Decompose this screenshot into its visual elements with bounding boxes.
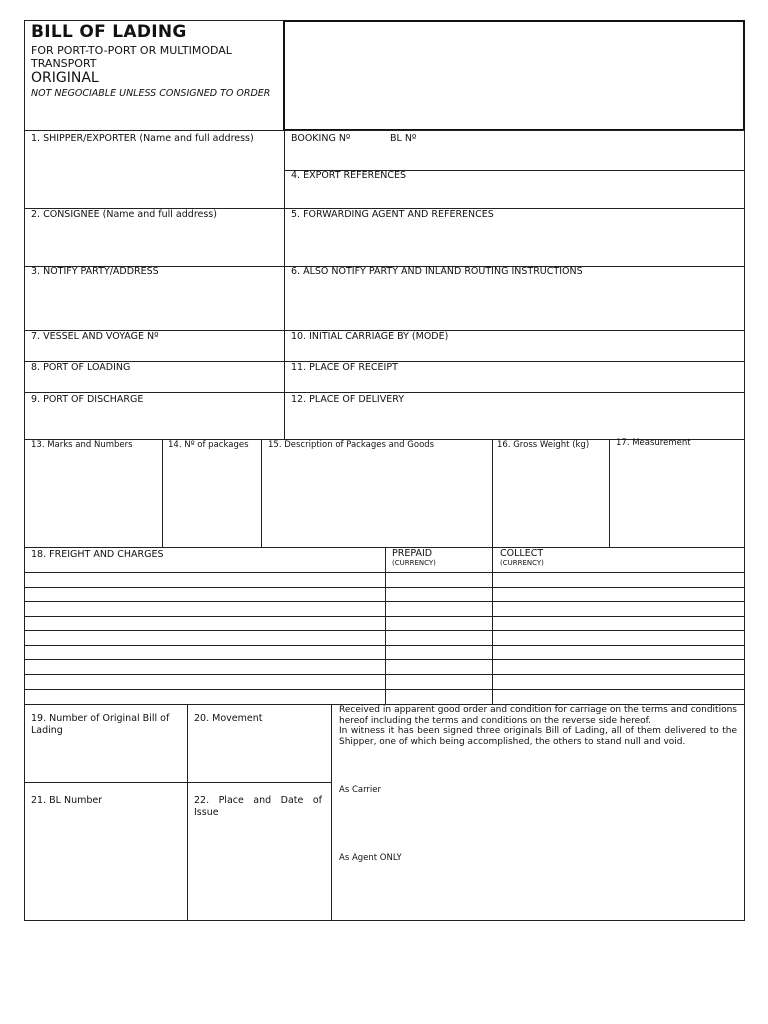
- export-references-label: 4. EXPORT REFERENCES: [291, 170, 406, 181]
- divider: [24, 130, 745, 131]
- divider: [24, 392, 745, 393]
- marks-numbers-label: 13. Marks and Numbers: [31, 440, 133, 450]
- port-of-discharge-label: 9. PORT OF DISCHARGE: [31, 394, 144, 405]
- freight-row-line: [24, 616, 745, 617]
- notify-party-label: 3. NOTIFY PARTY/ADDRESS: [31, 266, 159, 277]
- freight-row-line: [24, 659, 745, 660]
- freight-row-line: [24, 587, 745, 588]
- as-agent-label: As Agent ONLY: [339, 853, 402, 863]
- divider: [187, 704, 188, 921]
- as-carrier-label: As Carrier: [339, 785, 382, 795]
- negotiable-note: NOT NEGOCIABLE UNLESS CONSIGNED TO ORDER: [31, 88, 271, 99]
- terms-paragraph: In witness it has been signed three originals Bill of Lading, all of them delivered to the Shipper, one of which being accomplished, the others to stand null and void.: [339, 726, 737, 747]
- also-notify-label: 6. ALSO NOTIFY PARTY AND INLAND ROUTING INSTRUCTIONS: [291, 266, 583, 277]
- divider: [331, 704, 332, 921]
- form-frame: [24, 20, 745, 921]
- freight-row-line: [24, 674, 745, 675]
- collect-currency-label: (CURRENCY): [500, 559, 544, 567]
- place-date-issue-label: 22. Place and Date of Issue: [194, 795, 322, 818]
- port-of-loading-label: 8. PORT OF LOADING: [31, 362, 131, 373]
- freight-charges-label: 18. FREIGHT AND CHARGES: [31, 549, 164, 560]
- freight-row-line: [24, 630, 745, 631]
- booking-label: BOOKING Nº: [291, 133, 351, 144]
- place-of-receipt-label: 11. PLACE OF RECEIPT: [291, 362, 398, 373]
- divider: [492, 547, 493, 704]
- divider: [385, 547, 386, 704]
- terms-text: [339, 705, 737, 747]
- freight-row-line: [24, 572, 745, 573]
- document-subtitle: FOR PORT-TO-PORT OR MULTIMODAL: [31, 44, 232, 57]
- freight-row-line: [24, 601, 745, 602]
- place-of-delivery-label: 12. PLACE OF DELIVERY: [291, 394, 405, 405]
- terms-paragraph: Received in apparent good order and condition for carriage on the terms and conditions hereof including the terms and conditions on the reverse side hereof.: [339, 705, 737, 726]
- divider: [24, 782, 331, 783]
- divider: [284, 130, 285, 440]
- bl-no-label: BL Nº: [390, 133, 417, 144]
- collect-label: COLLECT: [500, 548, 544, 559]
- shipper-label: 1. SHIPPER/EXPORTER (Name and full address): [31, 133, 254, 144]
- goods-description-label: 15. Description of Packages and Goods: [268, 440, 435, 450]
- prepaid-label: PREPAID: [392, 548, 433, 559]
- divider: [162, 439, 163, 547]
- original-bl-count-label: 19. Number of Original Bill of Lading: [31, 713, 170, 736]
- bl-number-label: 21. BL Number: [31, 795, 103, 806]
- movement-label: 20. Movement: [194, 713, 263, 724]
- document-subtitle: TRANSPORT: [31, 57, 97, 70]
- header-blank-box: [283, 20, 745, 131]
- forwarding-agent-label: 5. FORWARDING AGENT AND REFERENCES: [291, 209, 494, 220]
- divider: [609, 439, 610, 547]
- prepaid-currency-label: (CURRENCY): [392, 559, 436, 567]
- freight-row-line: [24, 689, 745, 690]
- divider: [261, 439, 262, 547]
- packages-count-label: 14. Nº of packages: [168, 440, 249, 450]
- gross-weight-label: 16. Gross Weight (kg): [497, 440, 590, 450]
- initial-carriage-label: 10. INITIAL CARRIAGE BY (MODE): [291, 331, 449, 342]
- consignee-label: 2. CONSIGNEE (Name and full address): [31, 209, 217, 220]
- document-title: BILL OF LADING: [31, 22, 187, 42]
- divider: [492, 439, 493, 547]
- freight-row-line: [24, 645, 745, 646]
- measurement-label: 17. Measurement: [616, 438, 691, 448]
- vessel-voyage-label: 7. VESSEL AND VOYAGE Nº: [31, 331, 159, 342]
- original-label: ORIGINAL: [31, 70, 99, 86]
